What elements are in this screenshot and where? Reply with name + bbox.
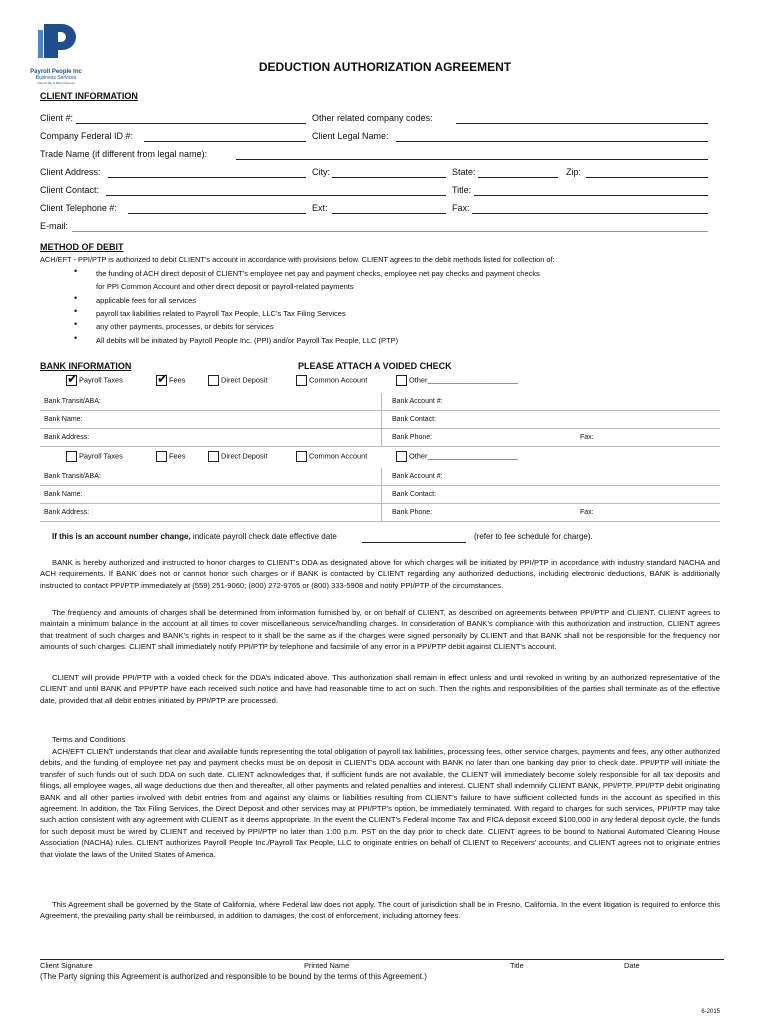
bank2-phone[interactable]: Bank Phone: <box>388 504 576 522</box>
bank1-transit[interactable]: Bank Transit/ABA: <box>40 393 388 411</box>
bank1-contact[interactable]: Bank Contact: <box>388 411 720 429</box>
state-field[interactable] <box>478 177 558 178</box>
legal-name-label: Client Legal Name: <box>312 131 389 141</box>
common-account-label: Common Account <box>309 375 368 385</box>
bank2-direct-deposit-option[interactable] <box>208 451 267 462</box>
bank2-account[interactable]: Bank Account #: <box>388 468 720 486</box>
other-codes-label: Other related company codes: <box>312 113 433 123</box>
company-logo <box>24 20 88 90</box>
bullet-5-icon: • <box>74 333 78 343</box>
bullet-1-icon: • <box>74 266 78 276</box>
bank1-fax[interactable]: Fax: <box>576 429 720 447</box>
signature-title-label: Title <box>510 961 524 970</box>
form-version: 6-2015 <box>701 1009 720 1015</box>
bank1-payroll-taxes-option[interactable] <box>66 375 123 386</box>
bank-table-divider <box>381 468 382 521</box>
bank1-account[interactable]: Bank Account #: <box>388 393 720 411</box>
printed-name-label: Printed Name <box>304 961 350 970</box>
bank2-table <box>40 468 720 522</box>
bank2-fax[interactable]: Fax: <box>576 504 720 522</box>
email-label: E-mail: <box>40 221 69 231</box>
bank2-options <box>66 451 726 467</box>
bank1-name[interactable]: Bank Name: <box>40 411 388 429</box>
direct-deposit-label: Direct Deposit <box>221 451 268 461</box>
client-address-field[interactable] <box>108 177 306 178</box>
method-intro: ACH/EFT - PPI/PTP is authorized to debit CLIENT’s account in accordance with provisions below. CLIENT agrees to the debit methods listed for collection of: <box>40 255 555 264</box>
bank2-contact[interactable]: Bank Contact: <box>388 486 720 504</box>
bank1-phone[interactable]: Bank Phone: <box>388 429 576 447</box>
account-change-after: (refer to fee schedule for charge). <box>474 532 593 541</box>
checkbox-icon[interactable] <box>396 375 407 386</box>
bullet-4-icon: • <box>74 319 78 329</box>
contact-title-label: Title: <box>452 185 472 195</box>
bank1-common-account-option[interactable] <box>296 375 367 386</box>
payroll-taxes-label: Payroll Taxes <box>79 451 123 461</box>
terms-heading: Terms and Conditions <box>52 735 126 744</box>
checkbox-icon[interactable] <box>156 451 167 462</box>
method-bullet-4: any other payments, processes, or debits for services <box>96 322 274 331</box>
account-change-row <box>52 532 337 541</box>
other-label: Other______________________ <box>409 451 518 461</box>
federal-id-field[interactable] <box>144 141 306 142</box>
other-label: Other______________________ <box>409 375 518 385</box>
bank2-common-account-option[interactable] <box>296 451 367 462</box>
contact-title-field[interactable] <box>474 195 708 196</box>
checkbox-icon[interactable] <box>208 451 219 462</box>
payroll-taxes-label: Payroll Taxes <box>79 375 123 385</box>
authorization-paragraph-1: BANK is hereby authorized and instructed to honor charges to CLIENT’s DDA as designated above for which charges will be initiated by PPI/PTP in accordance with industry standard NACHA and ACH requirements. If BANK does not or cannot honor such charges or if BANK is contacted by CLIENT regarding any authorized deductions, including electronic deductions, BANK is additionally instructed to contact PPI/PTP immediately at (559) 251-9060; (800) 272-9765 or (800) 333-5908 and notify PPI/PTP of the circumstances. <box>40 558 720 590</box>
bank-table-divider <box>381 393 382 446</box>
client-telephone-label: Client Telephone #: <box>40 203 117 213</box>
ext-field[interactable] <box>332 213 446 214</box>
bank2-other-option[interactable] <box>396 451 518 462</box>
signature-line[interactable] <box>40 959 724 960</box>
state-label: State: <box>452 167 476 177</box>
terms-paragraph-2: This Agreement shall be governed by the State of California, where Federal law does not apply. The court of jurisdiction shall be in Fresno, California. In the event litigation is required to enforce this Agreement, the prevailing party shall be reimbursed, in addition to damages, the cost of enforcement, including attorney fees. <box>40 900 720 921</box>
logo-line-2: Business Services <box>35 75 77 81</box>
zip-field[interactable] <box>586 177 708 178</box>
client-info-heading: CLIENT INFORMATION <box>40 91 138 101</box>
other-codes-field[interactable] <box>456 123 708 124</box>
fees-label: Fees <box>169 451 186 461</box>
trade-name-field[interactable] <box>236 159 708 160</box>
effective-date-field[interactable] <box>362 542 466 543</box>
fees-label: Fees <box>169 375 186 385</box>
method-bullet-1-cont: for PPI Common Account and other direct deposit or payroll-related payments <box>96 282 354 291</box>
signature-note: (The Party signing this Agreement is authorized and responsible to be bound by the terms of this Agreement.) <box>40 972 427 981</box>
checkbox-icon[interactable] <box>296 375 307 386</box>
method-bullet-2: applicable fees for all services <box>96 296 197 305</box>
zip-label: Zip: <box>566 167 582 177</box>
email-field[interactable] <box>72 231 708 232</box>
checkbox-checked-icon[interactable] <box>156 375 167 386</box>
city-label: City: <box>312 167 330 177</box>
bank1-fees-option[interactable] <box>156 375 185 386</box>
client-contact-field[interactable] <box>106 195 446 196</box>
ext-label: Ext: <box>312 203 328 213</box>
bank-info-heading: BANK INFORMATION <box>40 361 132 371</box>
bullet-3-icon: • <box>74 306 78 316</box>
federal-id-label: Company Federal ID #: <box>40 131 134 141</box>
payroll-people-logo-icon <box>24 20 88 64</box>
client-number-field[interactable] <box>76 123 306 124</box>
method-heading: METHOD OF DEBIT <box>40 242 124 252</box>
checkbox-icon[interactable] <box>208 375 219 386</box>
bullet-2-icon: • <box>74 293 78 303</box>
authorization-paragraph-3: CLIENT will provide PPI/PTP with a voided check for the DDA’s indicated above. This authorization shall remain in effect unless and until revoked in writing by an authorized representative of the CLIENT and until BANK and PPI/PTP have each received such notice and have had reasonable time to act on such. Then the rights and responsibilities of the parties shall terminate as of the effective date, provided that all debit entries initiated by PPI/PTP are processed. <box>40 673 720 705</box>
signature-date-label: Date <box>624 961 640 970</box>
attach-voided-check: PLEASE ATTACH A VOIDED CHECK <box>298 361 452 371</box>
bank1-address[interactable]: Bank Address: <box>40 429 388 447</box>
checkbox-checked-icon[interactable] <box>66 375 77 386</box>
client-contact-label: Client Contact: <box>40 185 100 195</box>
client-number-label: Client #: <box>40 113 74 123</box>
bank2-payroll-taxes-option[interactable] <box>66 451 123 462</box>
bank1-options <box>66 375 726 391</box>
method-bullet-1: the funding of ACH direct deposit of CLIENT’s employee net pay and payment checks, employee net pay checks and payment checks <box>96 269 540 278</box>
client-address-label: Client Address: <box>40 167 101 177</box>
method-bullet-5: All debits will be initiated by Payroll People Inc. (PPI) and/or Payroll Tax People, LLC (PTP) <box>96 336 399 345</box>
logo-line-1: Payroll People Inc <box>30 69 82 75</box>
checkbox-icon[interactable] <box>396 451 407 462</box>
method-bullet-3: payroll tax liabilities related to Payroll Tax People, LLC’s Tax Filing Services <box>96 309 346 318</box>
bank2-name[interactable]: Bank Name: <box>40 486 388 504</box>
client-signature-label: Client Signature <box>40 961 93 970</box>
client-fax-label: Fax: <box>452 203 470 213</box>
bank2-transit[interactable]: Bank Transit/ABA: <box>40 468 388 486</box>
legal-name-field[interactable] <box>396 141 708 142</box>
account-change-bold: If this is an account number change, <box>52 532 191 541</box>
bank2-fees-option[interactable] <box>156 451 185 462</box>
client-fax-field[interactable] <box>472 213 708 214</box>
bank1-table <box>40 393 720 447</box>
checkbox-icon[interactable] <box>296 451 307 462</box>
client-telephone-field[interactable] <box>128 213 306 214</box>
page-title: DEDUCTION AUTHORIZATION AGREEMENT <box>258 60 512 74</box>
bank1-other-option[interactable] <box>396 375 518 386</box>
terms-paragraph-1: ACH/EFT CLIENT understands that clear and available funds representing the total obligation of payroll tax liabilities, processing fees, other service charges, payments and fees, any other authorized debits, and the funding of employee net pay and payment checks must be on deposit in CLIENT’s DDA account with BANK no later than one banking day prior to check date. PPI/PTP will initiate the transfer of such funds out of such DDA on such date. CLIENT acknowledges that, if sufficient funds are not available, the CLIENT will immediately become solely responsible for all tax deposits and filings, all employee wages, all wage deductions due then and thereafter, all other payments and related penalties and interest. CLIENT shall indemnify CLIENT BANK, PPI/PTP, PPI/PTP debit originating BANK and all other parties involved with debit entries from and against any claims or liabilities resulting from CLIENT’s failure to have sufficient collected funds in the account as specified in this agreement. In addition, the Tax Filing Services, the Direct Deposit and other services may at PPI/PTP’s option, be immediately terminated. With regard to charges for such services, PPI/PTP may take such action consistent with any agreement with CLIENT as it deems appropriate. In the event the CLIENT’s Federal Income Tax and FICA deposit exceed $100,000 in any federal deposit cycle, the funds for such deposit must be wired by CLIENT and received by PPI/PTP no later than 1:00 p.m. PST on the day prior to check date. CLIENT agrees to be bound to National Automated Clearing House Association (NACHA) rules. CLIENT authorizes Payroll People Inc./Payroll Tax People, LLC to originate entries on behalf of CLIENT to Receivers’ accounts; and CLIENT agrees not to originate entries that violate the laws of the United States of America. <box>40 747 720 859</box>
city-field[interactable] <box>332 177 446 178</box>
checkbox-icon[interactable] <box>66 451 77 462</box>
logo-line-3: Payroll Tax & Direct Deposit <box>37 81 75 85</box>
common-account-label: Common Account <box>309 451 368 461</box>
account-change-text: indicate payroll check date effective date <box>190 532 337 541</box>
bank1-direct-deposit-option[interactable] <box>208 375 267 386</box>
authorization-paragraph-2: The frequency and amounts of charges shall be determined from information furnished by, or on behalf of CLIENT, as described on agreements between PPI/PTP and CLIENT. CLIENT agrees to maintain a minimum balance in the account at all times to cover miscellaneous service/handling charges. In consideration of BANK’s compliance with this authorization and instruction, CLIENT agrees that treatment of such charges and BANK’s rights in respect to it shall be the same as if the charges were signed personally by CLIENT and that BANK shall not be responsible for the frequency nor amounts of such charges. CLIENT shall immediately notify PPI/PTP by telephone and facsimile of any error in a PPI/PTP debit against CLIENT’s account. <box>40 608 720 652</box>
bank2-address[interactable]: Bank Address: <box>40 504 388 522</box>
direct-deposit-label: Direct Deposit <box>221 375 268 385</box>
trade-name-label: Trade Name (if different from legal name): <box>40 149 208 159</box>
